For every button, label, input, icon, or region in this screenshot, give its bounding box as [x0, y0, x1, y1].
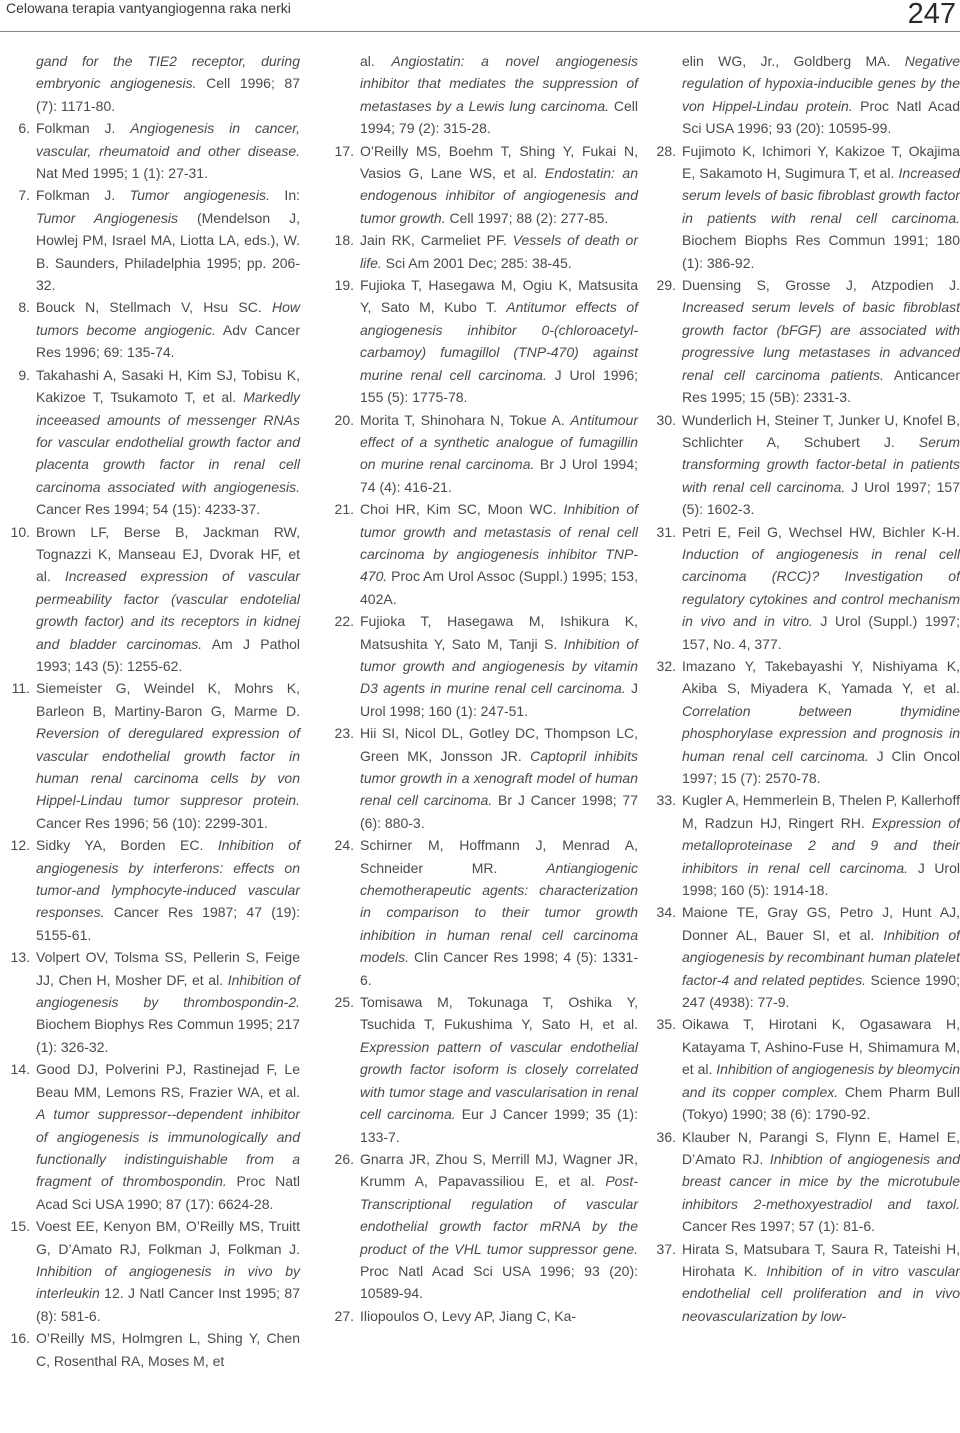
reference-title: Inhibition of tumor growth and metastasis of renal cell carcinoma by angiogenesis inhibitor TNP-470.: [360, 501, 638, 585]
reference-citation: Biochem Biophs Res Commun 1991; 180 (1): 386-92.: [682, 232, 960, 271]
reference-citation: Folkman J.: [36, 187, 130, 204]
reference-citation: Sci Am 2001 Dec; 285: 38-45.: [381, 254, 572, 271]
reference-item: [324, 274, 638, 408]
reference-title: Induction of angiogenesis in renal cell carcinoma (RCC)? Investigation of regulatory cytokines and control mechanism in vivo and in vitro.: [682, 545, 960, 630]
reference-text: [682, 1126, 960, 1238]
reference-title: A tumor suppressor--dependent inhibitor of angiogenesis is immunologically and functionally indistinguishable from a fragment of thrombospondin.: [36, 1106, 300, 1190]
reference-citation: O’Reilly MS, Holmgren L, Shing Y, Chen C, Rosenthal RA, Moses M, et: [36, 1330, 300, 1369]
reference-item: [324, 140, 638, 230]
reference-text: [36, 50, 300, 117]
reference-citation: Br J Cancer 1998; 77 (6): 880-3.: [360, 792, 639, 831]
reference-text: [360, 50, 638, 140]
reference-text: [36, 1215, 300, 1327]
reference-title: Inhibition of tumor growth and angiogenesis by vitamin D3 agents in murine renal cell carcinoma.: [360, 635, 638, 697]
reference-text: [36, 1327, 300, 1372]
reference-citation: Am J Pathol 1993; 143 (5): 1255-62.: [36, 635, 301, 674]
reference-number: 25.: [334, 994, 354, 1011]
reference-citation: Brown LF, Berse B, Jackman RW, Tognazzi K, Manseau EJ, Dvorak HF, et al.: [36, 523, 300, 585]
reference-citation: Cell 1996; 87 (7): 1171-80.: [36, 75, 300, 114]
reference-citation: Fujimoto K, Ichimori Y, Kakizoe T, Okajima E, Sakamoto H, Sugimura T, et al.: [682, 142, 960, 182]
reference-citation: Choi HR, Kim SC, Moon WC.: [360, 501, 564, 518]
reference-title: Inhibition of angiogenesis in vivo by interleukin: [36, 1262, 300, 1302]
reference-citation: Folkman J.: [36, 120, 131, 137]
reference-text: [36, 117, 300, 184]
reference-citation: Siemeister G, Weindel K, Mohrs K, Barleon B, Martiny-Baron G, Marme D.: [36, 680, 300, 719]
reference-citation: Oikawa T, Hirotani K, Ogasawara H, Katayama T, Ashino-Fuse H, Shimamura M, et al.: [682, 1016, 960, 1078]
reference-number: 34.: [656, 904, 676, 921]
reference-citation: J Urol 1998; 160 (1): 247-51.: [360, 680, 638, 719]
reference-number: 18.: [334, 232, 354, 249]
reference-item: [0, 521, 300, 678]
reference-citation: Sidky YA, Borden EC.: [36, 837, 218, 854]
reference-number: 10.: [10, 523, 30, 540]
reference-citation: Jain RK, Carmeliet PF.: [360, 232, 513, 249]
reference-item: [0, 364, 300, 521]
reference-title: How tumors become angiogenic.: [36, 299, 300, 338]
reference-citation: In:: [269, 187, 300, 204]
reference-title: Captopril inhibits tumor growth in a xenograft model of human renal cell carcinoma.: [360, 747, 638, 809]
reference-citation: Good DJ, Polverini PJ, Rastinejad F, Le Beau MM, Lemons RS, Frazier WA, et al.: [36, 1061, 300, 1100]
reference-citation: Takahashi A, Sasaki H, Kim SJ, Tobisu K, Kakizoe T, Tsukamoto T, et al.: [36, 366, 300, 406]
reference-item: [324, 50, 638, 140]
reference-citation: Proc Natl Acad Sci USA 1996; 93 (20): 10589-94.: [360, 1262, 638, 1302]
reference-column-3: [646, 50, 960, 1327]
reference-number: 36.: [656, 1128, 676, 1145]
reference-text: [360, 274, 638, 408]
reference-number: 9.: [18, 366, 30, 383]
reference-citation: Cancer Res 1996; 56 (10): 2299-301.: [36, 814, 268, 831]
reference-citation: Proc Natl Acad Sci USA 1996; 93 (20): 10595-99.: [682, 97, 960, 137]
reference-citation: 12. J Natl Cancer Inst 1995; 87 (8): 581-6.: [36, 1285, 300, 1324]
reference-text: [36, 296, 300, 363]
reference-citation: Chem Pharm Bull (Tokyo) 1990; 38 (6): 1790-92.: [682, 1083, 960, 1123]
reference-item: [646, 409, 960, 521]
reference-text: [682, 409, 960, 521]
reference-item: [646, 655, 960, 789]
reference-text: [360, 409, 638, 499]
reference-number: 24.: [334, 837, 354, 854]
reference-title: Increased expression of vascular permeability factor (vascular endotelial growth factor) and its receptors in kidnej and bladder carcinomas.: [36, 568, 300, 652]
reference-number: 28.: [656, 142, 676, 159]
reference-title: Inhibition of in vitro vascular endothelial cell proliferation and in vivo neovascularization by low-: [682, 1262, 960, 1324]
reference-text: [36, 946, 300, 1058]
reference-title: Serum transforming growth factor-betal in patients with renal cell carcinoma.: [682, 433, 960, 495]
reference-citation: Schirner M, Hoffmann J, Menrad A, Schneider MR.: [360, 837, 638, 876]
reference-title: Endostatin: an endogenous inhibitor of angiogenesis and tumor growth.: [360, 165, 638, 226]
reference-column-2: [324, 50, 638, 1327]
reference-text: [36, 364, 300, 521]
reference-item: [646, 789, 960, 901]
reference-text: [682, 140, 960, 274]
reference-number: 21.: [334, 501, 354, 518]
reference-title: Inhibition of angiogenesis by recombinant human platelet factor-4 and related peptides.: [682, 926, 960, 988]
reference-citation: Cancer Res 1997; 57 (1): 81-6.: [682, 1218, 875, 1235]
reference-citation: Adv Cancer Res 1996; 69: 135-74.: [36, 321, 300, 361]
reference-item: [324, 498, 638, 610]
reference-text: [360, 610, 638, 722]
reference-citation: (Mendelson J, Howlej PM, Israel MA, Liotta LA, eds.), W. B. Saunders, Philadelphia 1995; pp. 206-32.: [36, 209, 300, 294]
reference-number: 6.: [18, 120, 30, 137]
reference-citation: Wunderlich H, Steiner T, Junker U, Knofel B, Schlichter A, Schubert J.: [682, 411, 960, 450]
reference-number: 19.: [334, 277, 354, 294]
reference-number: 23.: [334, 725, 354, 742]
page-header: [0, 0, 960, 40]
reference-citation: Fujioka T, Hasegawa M, Ishikura K, Matsushita Y, Sato M, Tanji S.: [360, 613, 638, 652]
reference-citation: J Clin Oncol 1997; 15 (7): 2570-78.: [682, 747, 960, 786]
reference-text: [360, 991, 638, 1148]
reference-item: [0, 1327, 300, 1372]
reference-citation: Nat Med 1995; 1 (1): 27-31.: [36, 165, 208, 182]
reference-citation: Iliopoulos O, Levy AP, Jiang C, Ka-: [360, 1307, 577, 1324]
reference-item: [646, 1126, 960, 1238]
reference-title: Negative regulation of hypoxia-inducible genes by the von Hippel-Lindau protein.: [682, 53, 960, 114]
reference-citation: Duensing S, Grosse J, Atzpodien J.: [682, 277, 960, 294]
reference-citation: Volpert OV, Tolsma SS, Pellerin S, Feige JJ, Chen H, Mosher DF, et al.: [36, 949, 300, 988]
reference-item: [0, 184, 300, 296]
reference-number: 29.: [656, 277, 676, 294]
reference-text: [682, 655, 960, 789]
reference-number: 31.: [656, 523, 676, 540]
reference-citation: J Urol 1998; 160 (5): 1914-18.: [682, 859, 960, 899]
reference-text: [36, 677, 300, 834]
reference-number: 37.: [656, 1240, 676, 1257]
reference-number: 7.: [18, 187, 30, 204]
reference-item: [646, 140, 960, 274]
reference-item: [0, 296, 300, 363]
page-number: 247: [907, 0, 956, 30]
reference-item: [646, 1238, 960, 1328]
reference-citation: J Urol (Suppl.) 1997; 157, No. 4, 377.: [682, 613, 960, 652]
reference-item: [0, 117, 300, 184]
reference-title: Tumor Angiogenesis: [36, 209, 178, 226]
reference-citation: Cell 1994; 79 (2): 315-28.: [360, 97, 638, 137]
reference-number: 22.: [334, 613, 354, 630]
reference-citation: Br J Urol 1994; 74 (4): 416-21.: [360, 456, 638, 495]
reference-item: [646, 1013, 960, 1125]
reference-text: [360, 498, 638, 610]
reference-title: Angiostatin: a novel angiogenesis inhibitor that mediates the suppression of metastases by a Lewis lung carcinoma.: [360, 53, 638, 114]
reference-citation: Anticancer Res 1995; 15 (5B): 2331-3.: [682, 366, 960, 406]
reference-item: [0, 1058, 300, 1215]
reference-title: Tumor angiogenesis.: [129, 187, 270, 204]
reference-number: 17.: [334, 142, 354, 159]
reference-citation: Bouck N, Stellmach V, Hsu SC.: [36, 299, 272, 316]
reference-citation: Hii SI, Nicol DL, Gotley DC, Thompson LC, Green MK, Jonsson JR.: [360, 725, 638, 764]
reference-number: 20.: [334, 411, 354, 428]
reference-text: [682, 521, 960, 655]
reference-title: Expression of metalloproteinase 2 and 9 and their inhibitors in renal cell carcinoma.: [682, 814, 960, 876]
reference-citation: Cancer Res 1987; 47 (19): 5155-61.: [36, 904, 300, 943]
reference-citation: J Urol 1997; 157 (5): 1602-3.: [682, 478, 960, 518]
reference-item: [324, 409, 638, 499]
reference-number: 30.: [656, 411, 676, 428]
reference-citation: Biochem Biophys Res Commun 1995; 217 (1): 326-32.: [36, 1016, 300, 1055]
reference-citation: Hirata S, Matsubara T, Saura R, Tateishi H, Hirohata K.: [682, 1240, 960, 1279]
reference-item: [324, 834, 638, 991]
reference-number: 33.: [656, 792, 676, 809]
reference-text: [360, 1305, 638, 1327]
reference-text: [360, 229, 638, 274]
reference-title: Correlation between thymidine phosphorylase expression and prognosis in human renal cell carcinoma.: [682, 702, 960, 764]
reference-text: [682, 901, 960, 1013]
reference-item: [324, 1148, 638, 1305]
reference-title: Increased serum levels of basic fibroblast growth factor in patients with renal cell carcinoma.: [682, 165, 960, 226]
reference-citation: Science 1990; 247 (4938): 77-9.: [682, 971, 960, 1011]
reference-item: [646, 901, 960, 1013]
reference-citation: J Urol 1996; 155 (5): 1775-78.: [360, 366, 638, 406]
reference-title: Vessels of death or life.: [360, 232, 638, 271]
reference-citation: Maione TE, Gray GS, Petro J, Hunt AJ, Donner AL, Bauer SI, et al.: [682, 904, 960, 943]
reference-citation: Cell 1997; 88 (2): 277-85.: [445, 209, 609, 226]
reference-citation: Cancer Res 1994; 54 (15): 4233-37.: [36, 501, 261, 518]
reference-citation: Gnarra JR, Zhou S, Merrill MJ, Wagner JR, Krumm A, Papavassiliou E, et al.: [360, 1150, 638, 1190]
reference-title: Increased serum levels of basic fibroblast growth factor (bFGF) are associated with progressive lung metastases in advanced renal cell carcinoma patients.: [682, 299, 960, 383]
reference-text: [360, 140, 638, 230]
reference-item: [324, 722, 638, 834]
reference-citation: Morita T, Shinohara N, Tokue A.: [360, 411, 571, 428]
reference-text: [36, 834, 300, 946]
reference-citation: Clin Cancer Res 1998; 4 (5): 1331-6.: [360, 949, 638, 988]
reference-text: [36, 1058, 300, 1215]
reference-text: [360, 834, 638, 991]
reference-text: [360, 1148, 638, 1305]
reference-title: gand for the TIE2 receptor, during embryonic angiogenesis.: [36, 53, 300, 92]
reference-item: [324, 1305, 638, 1327]
reference-number: 15.: [10, 1218, 30, 1235]
reference-item: [646, 274, 960, 408]
reference-number: 11.: [11, 680, 30, 697]
reference-citation: Proc Am Urol Assoc (Suppl.) 1995; 153, 402A.: [360, 568, 638, 607]
reference-item: [0, 834, 300, 946]
reference-text: [682, 274, 960, 408]
reference-number: 8.: [18, 299, 30, 316]
reference-title: Inhibition of angiogenesis by interferons: effects on tumor-and lymphocyte-induced vascular responses.: [36, 837, 300, 921]
reference-title: Antitumor effects of angiogenesis inhibitor 0-(chloroacetyl-carbamoy) fumagillol (TNP-470) against murine renal cell carcinoma.: [360, 299, 638, 383]
reference-item: [0, 1215, 300, 1327]
reference-title: Antiangiogenic chemotherapeutic agents: characterization in comparison to their tumor growth inhibition in human renal cell carcinoma models.: [360, 859, 638, 966]
reference-item: [324, 610, 638, 722]
header-rule: [0, 31, 960, 32]
reference-citation: Fujioka T, Hasegawa M, Ogiu K, Matsusita Y, Sato M, Kubo T.: [360, 277, 638, 316]
reference-title: Post-Transcriptional regulation of vascular endothelial growth factor mRNA by the product of the VHL tumor suppressor gene.: [360, 1173, 638, 1257]
reference-text: [682, 1013, 960, 1125]
reference-number: 35.: [656, 1016, 676, 1033]
reference-item: [0, 50, 300, 117]
reference-number: 14.: [10, 1061, 30, 1078]
reference-citation: Klauber N, Parangi S, Flynn E, Hamel E, D’Amato RJ.: [682, 1128, 960, 1167]
reference-item: [0, 946, 300, 1058]
reference-citation: Eur J Cancer 1999; 35 (1): 133-7.: [360, 1106, 638, 1145]
reference-text: [682, 1238, 960, 1328]
reference-number: 13.: [10, 949, 30, 966]
reference-text: [682, 50, 960, 140]
reference-citation: Petri E, Feil G, Wechsel HW, Bichler K-H.: [682, 523, 960, 540]
reference-citation: Proc Natl Acad Sci USA 1990; 87 (17): 6624-28.: [36, 1173, 300, 1212]
reference-number: 12.: [10, 837, 30, 854]
reference-citation: Imazano Y, Takebayashi Y, Nishiyama K, Akiba S, Miyadera K, Yamada Y, et al.: [682, 657, 960, 697]
reference-citation: Kugler A, Hemmerlein B, Thelen P, Kallerhoff M, Radzun HJ, Ringert RH.: [682, 792, 960, 831]
reference-column-1: [0, 50, 300, 1372]
reference-item: [646, 521, 960, 655]
reference-citation: Tomisawa M, Tokunaga T, Oshika Y, Tsuchida T, Fukushima Y, Sato H, et al.: [360, 994, 638, 1033]
reference-citation: Voest EE, Kenyon BM, O’Reilly MS, Truitt G, D’Amato RJ, Folkman J, Folkman J.: [36, 1218, 300, 1257]
reference-number: 16.: [10, 1330, 30, 1347]
reference-text: [682, 789, 960, 901]
reference-title: Inhibtion of angiogenesis and breast cancer in mice by the microtubule inhibitors 2-methoxyestradiol and taxol.: [682, 1150, 960, 1212]
reference-number: 27.: [334, 1307, 354, 1324]
reference-text: [36, 184, 300, 296]
running-title: Celowana terapia vantyangiogenna raka nerki: [6, 0, 291, 16]
reference-title: Angiogenesis in cancer, vascular, rheumatoid and other disease.: [36, 120, 300, 159]
reference-item: [324, 991, 638, 1148]
reference-title: Inhibition of angiogenesis by thrombospondin-2.: [36, 971, 301, 1011]
reference-citation: elin WG, Jr., Goldberg MA.: [682, 53, 905, 69]
reference-citation: al.: [360, 53, 392, 69]
reference-citation: O’Reilly MS, Boehm T, Shing Y, Fukai N, Vasios G, Lane WS, et al.: [360, 142, 638, 182]
reference-item: [324, 229, 638, 274]
reference-title: Markedly inceeased amounts of messenger RNAs for vascular endothelial growth factor and placenta growth factor in renal cell carcinoma associated with angiogenesis.: [36, 389, 300, 495]
reference-title: Expression pattern of vascular endothelial growth factor isoform is closely correlated with tumor stage and vascularisation in renal cell carcinoma.: [360, 1038, 638, 1123]
reference-title: Antitumour effect of a synthetic analogue of fumagillin on murine renal carcinoma.: [360, 411, 638, 473]
reference-title: Reversion of deregulared expression of vascular endothelial growth factor in human renal carcinoma cells by von Hippel-Lindau tumor suppresor protein.: [36, 725, 300, 809]
reference-text: [36, 521, 300, 678]
reference-number: 26.: [334, 1150, 354, 1167]
reference-number: 32.: [656, 657, 676, 674]
reference-item: [646, 50, 960, 140]
reference-item: [0, 677, 300, 834]
reference-text: [360, 722, 638, 834]
reference-title: Inhibition of angiogenesis by bleomycin and its copper complex.: [682, 1061, 960, 1100]
